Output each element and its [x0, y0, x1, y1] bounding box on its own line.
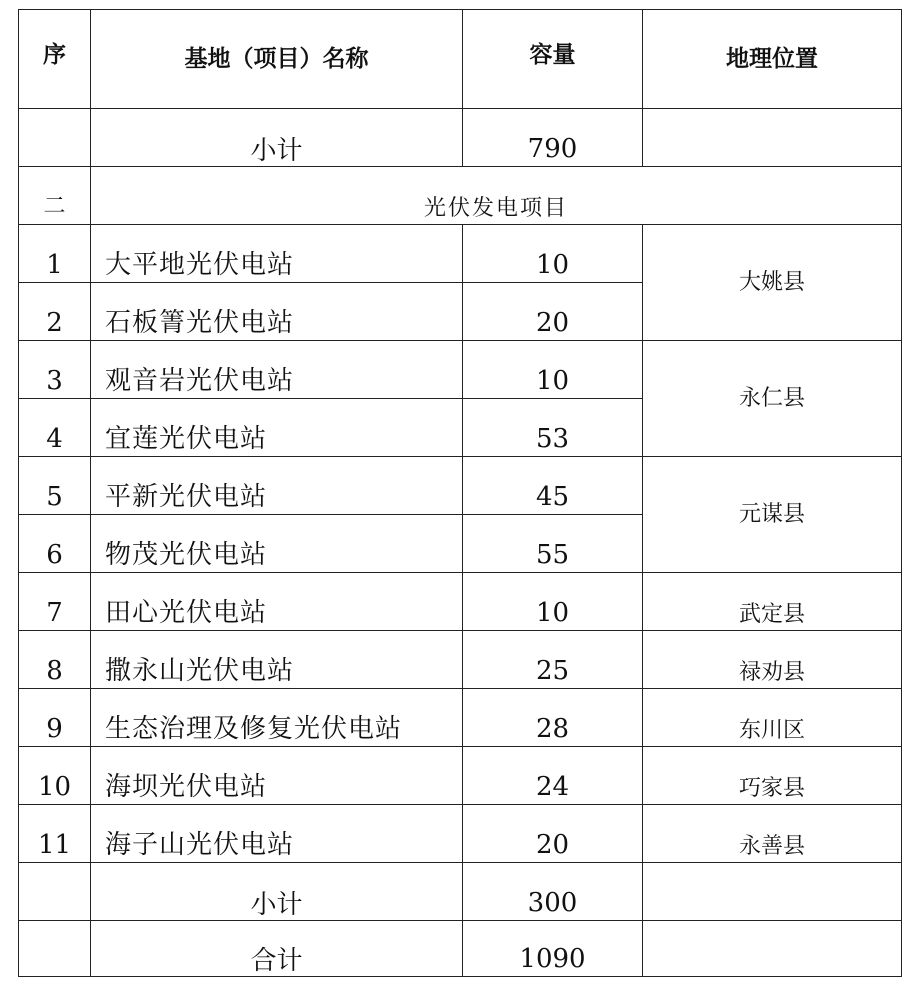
row-seq: 6 [19, 515, 91, 573]
table-row [19, 805, 902, 863]
row-name: 大平地光伏电站 [91, 225, 463, 283]
total-seq-cell [19, 921, 91, 977]
subtotal-capacity: 300 [463, 863, 643, 921]
total-location-cell [643, 921, 902, 977]
table-row [19, 225, 902, 283]
row-capacity: 24 [463, 747, 643, 805]
row-name: 宜莲光伏电站 [91, 399, 463, 457]
table-row [19, 689, 902, 747]
subtotal-label: 小计 [91, 109, 463, 167]
subtotal-row [19, 109, 902, 167]
location-luquan: 禄劝县 [643, 631, 902, 689]
header-capacity: 容量 [463, 10, 643, 109]
location-dayao: 大姚县 [643, 225, 902, 341]
row-seq: 10 [19, 747, 91, 805]
section-seq: 二 [19, 167, 91, 225]
location-yuanmou: 元谋县 [643, 457, 902, 573]
table-row [19, 341, 902, 399]
row-name: 生态治理及修复光伏电站 [91, 689, 463, 747]
table-row [19, 573, 902, 631]
row-capacity: 20 [463, 805, 643, 863]
table-row [19, 457, 902, 515]
total-label: 合计 [91, 921, 463, 977]
subtotal-location-cell [643, 109, 902, 167]
subtotal-label: 小计 [91, 863, 463, 921]
row-seq: 2 [19, 283, 91, 341]
row-capacity: 20 [463, 283, 643, 341]
row-capacity: 25 [463, 631, 643, 689]
location-yongren: 永仁县 [643, 341, 902, 457]
subtotal-seq-cell [19, 863, 91, 921]
table-row [19, 631, 902, 689]
row-capacity: 10 [463, 573, 643, 631]
location-dongchuan: 东川区 [643, 689, 902, 747]
row-seq: 4 [19, 399, 91, 457]
location-wuding: 武定县 [643, 573, 902, 631]
header-seq: 序 [19, 10, 91, 109]
row-capacity: 10 [463, 225, 643, 283]
section-title: 光伏发电项目 [91, 167, 902, 225]
row-seq: 1 [19, 225, 91, 283]
subtotal-capacity: 790 [463, 109, 643, 167]
header-location: 地理位置 [643, 10, 902, 109]
row-seq: 3 [19, 341, 91, 399]
row-seq: 7 [19, 573, 91, 631]
row-name: 平新光伏电站 [91, 457, 463, 515]
subtotal-location-cell [643, 863, 902, 921]
row-capacity: 28 [463, 689, 643, 747]
row-name: 海坝光伏电站 [91, 747, 463, 805]
row-name: 海子山光伏电站 [91, 805, 463, 863]
row-seq: 11 [19, 805, 91, 863]
subtotal-seq-cell [19, 109, 91, 167]
row-name: 观音岩光伏电站 [91, 341, 463, 399]
location-qiaojia: 巧家县 [643, 747, 902, 805]
row-name: 石板箐光伏电站 [91, 283, 463, 341]
section-row [19, 167, 902, 225]
row-seq: 5 [19, 457, 91, 515]
subtotal-row [19, 863, 902, 921]
row-capacity: 55 [463, 515, 643, 573]
header-row [19, 10, 902, 109]
location-yongshan: 永善县 [643, 805, 902, 863]
row-name: 撒永山光伏电站 [91, 631, 463, 689]
row-capacity: 10 [463, 341, 643, 399]
row-seq: 8 [19, 631, 91, 689]
header-name: 基地（项目）名称 [91, 10, 463, 109]
total-capacity: 1090 [463, 921, 643, 977]
row-name: 田心光伏电站 [91, 573, 463, 631]
row-name: 物茂光伏电站 [91, 515, 463, 573]
row-seq: 9 [19, 689, 91, 747]
total-row [19, 921, 902, 977]
project-table [18, 9, 902, 977]
row-capacity: 45 [463, 457, 643, 515]
row-capacity: 53 [463, 399, 643, 457]
table-row [19, 747, 902, 805]
